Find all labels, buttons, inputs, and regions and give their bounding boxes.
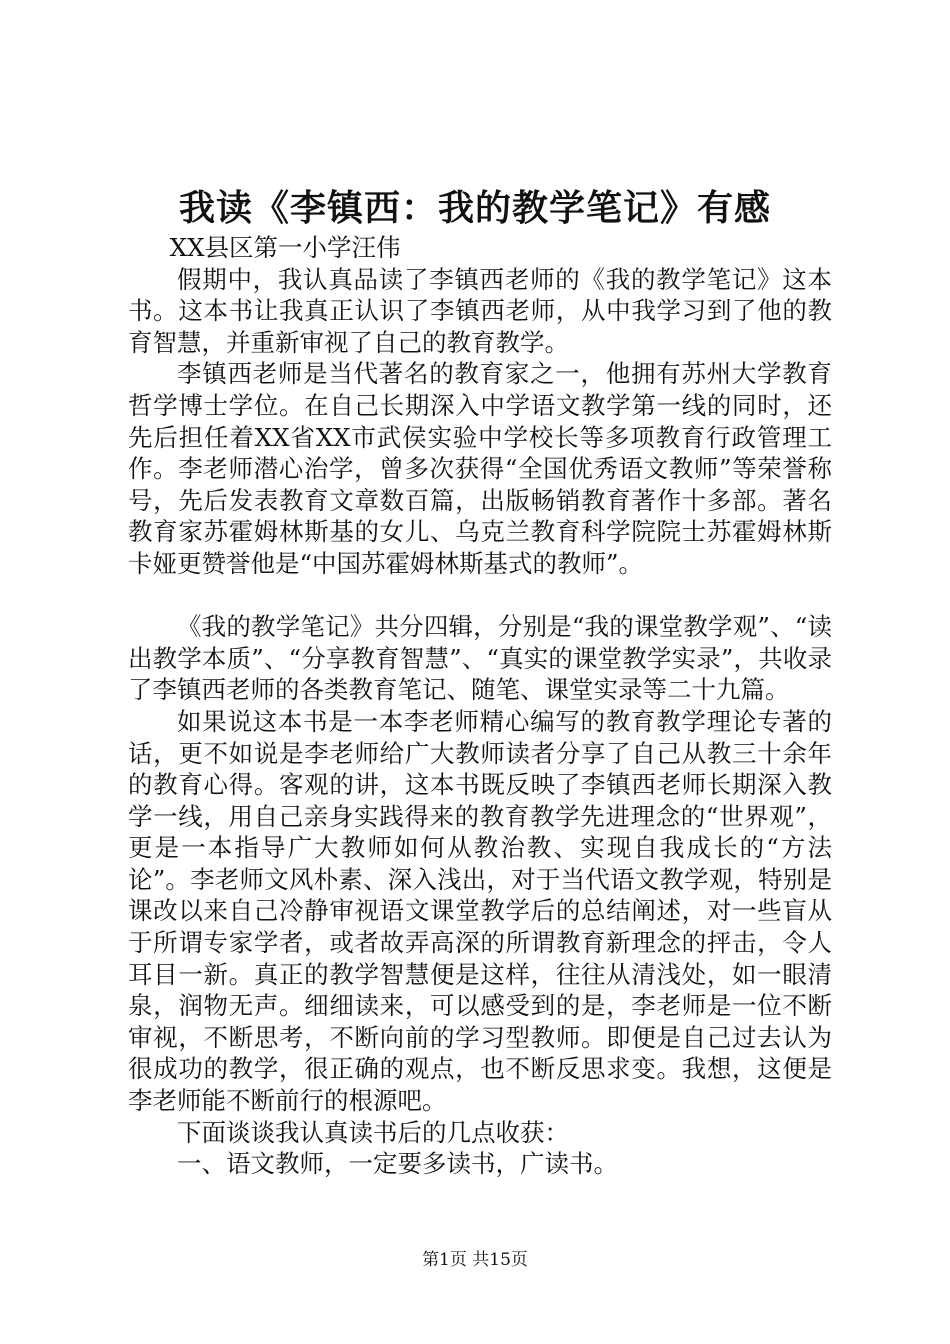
document-body [128, 232, 832, 1180]
page-title: 我读《李镇西：我的教学笔记》有感 [178, 187, 771, 229]
paragraph-intro: 假期中，我认真品读了李镇西老师的《我的教学笔记》这本书。这本书让我真正认识了李镇西老师，从中我学习到了他的教育智慧，并重新审视了自己的教育教学。 [128, 264, 832, 357]
page-footer: 第1页 共15页 [422, 1250, 528, 1270]
paragraph-book-structure: 《我的教学笔记》共分四辑，分别是“我的课堂教学观”、“读出教学本质”、“分享教育智慧”、“真实的课堂教学实录”，共收录了李镇西老师的各类教育笔记、随笔、课堂实录等二十九篇。 [128, 612, 832, 705]
paragraph-gap [128, 580, 832, 612]
paragraph-transition: 下面谈谈我认真读书后的几点收获： [177, 1117, 569, 1147]
paragraph-author-bio: 李镇西老师是当代著名的教育家之一，他拥有苏州大学教育哲学博士学位。在自己长期深入中学语文教学第一线的同时，还先后担任着XX省XX市武侯实验中学校长等多项教育行政管理工作。李老师潜心治学，曾多次获得“全国优秀语文教师”等荣誉称号，先后发表教育文章数百篇，出版畅销教育著作十多部。著名教育家苏霍姆林斯基的女儿、乌克兰教育科学院院士苏霍姆林斯卡娅更赞誉他是“中国苏霍姆林斯基式的教师”。 [128, 359, 832, 578]
paragraph-book-review: 如果说这本书是一本李老师精心编写的教育教学理论专著的话，更不如说是李老师给广大教师读者分享了自己从教三十余年的教育心得。客观的讲，这本书既反映了李镇西老师长期深入教学一线，用自己亲身实践得来的教育教学先进理念的“世界观”，更是一本指导广大教师如何从教治教、实现自我成长的“方法论”。李老师文风朴素、深入浅出，对于当代语文教学观，特别是课改以来自己冷静审视语文课堂教学后的总结阐述，对一些盲从于所谓专家学者，或者故弄高深的所谓教育新理念的抨击，令人耳目一新。真正的教学智慧便是这样，往往从清浅处，如一眼清泉，润物无声。细细读来，可以感受到的是，李老师是一位不断审视，不断思考，不断向前的学习型教师。即便是自己过去认为很成功的教学，很正确的观点，也不断反思求变。我想，这便是李老师能不断前行的根源吧。 [128, 706, 832, 1116]
author-line: XX县区第一小学汪伟 [169, 233, 401, 262]
paragraph-point-one: 一、语文教师，一定要多读书，广读书。 [177, 1149, 618, 1179]
